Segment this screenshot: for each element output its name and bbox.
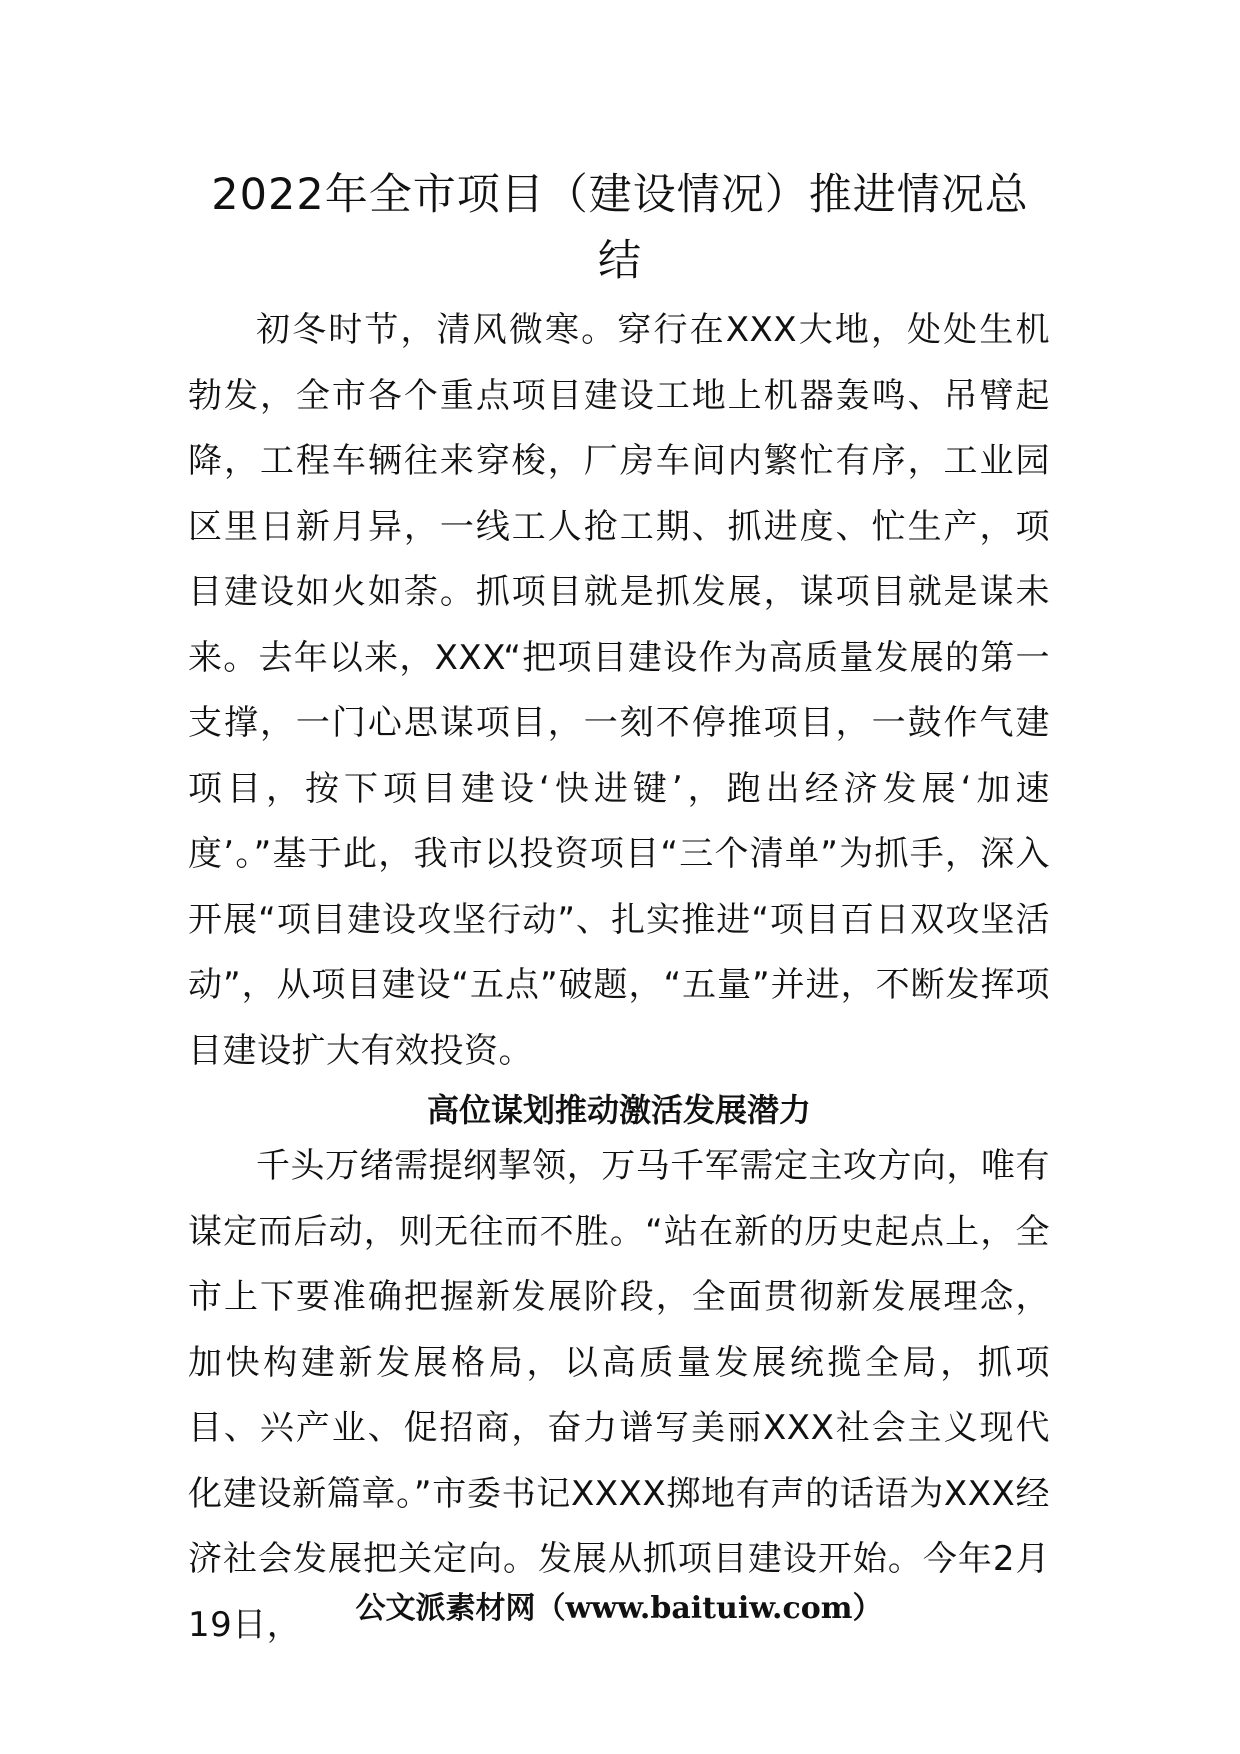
document-title: 2022年全市项目（建设情况）推进情况总结 <box>211 170 1029 286</box>
body-paragraph: 初冬时节，清风微寒。穿行在XXX大地，处处生机勃发，全市各个重点项目建设工地上机器轰鸣、吊臂起降，工程车辆往来穿梭，厂房车间内繁忙有序，工业园区里日新月异，一线工人抢工期、抓进度、忙生产，项目建设如火如荼。抓项目就是抓发展，谋项目就是谋未来。去年以来，XXX“把项目建设作为高质量发展的第一支撑，一门心思谋项目，一刻不停推项目，一鼓作气建项目，按下项目建设‘快进键’，跑出经济发展‘加速度’。”基于此，我市以投资项目“三个清单”为抓手，深入开展“项目建设攻坚行动”、扎实推进“项目百日双攻坚活动”，从项目建设“五点”破题，“五量”并进，不断发挥项目建设扩大有效投资。 <box>188 310 1050 1071</box>
body-paragraph: 千头万绪需提纲挈领，万马千军需定主攻方向，唯有谋定而后动，则无往而不胜。“站在新的历史起点上，全市上下要准确把握新发展阶段，全面贯彻新发展理念，加快构建新发展格局，以高质量发展统揽全局，抓项目、兴产业、促招商，奋力谱写美丽XXX社会主义现代化建设新篇章。”市委书记XXXX掷地有声的话语为XXX经济社会发展把关定向。发展从抓项目建设开始。今年2月19日， <box>188 1146 1050 1645</box>
section-heading: 高位谋划推动激活发展潜力 <box>426 1091 811 1129</box>
footer-watermark-text: 公文派素材网（www.baituiw.com） <box>355 1591 883 1626</box>
